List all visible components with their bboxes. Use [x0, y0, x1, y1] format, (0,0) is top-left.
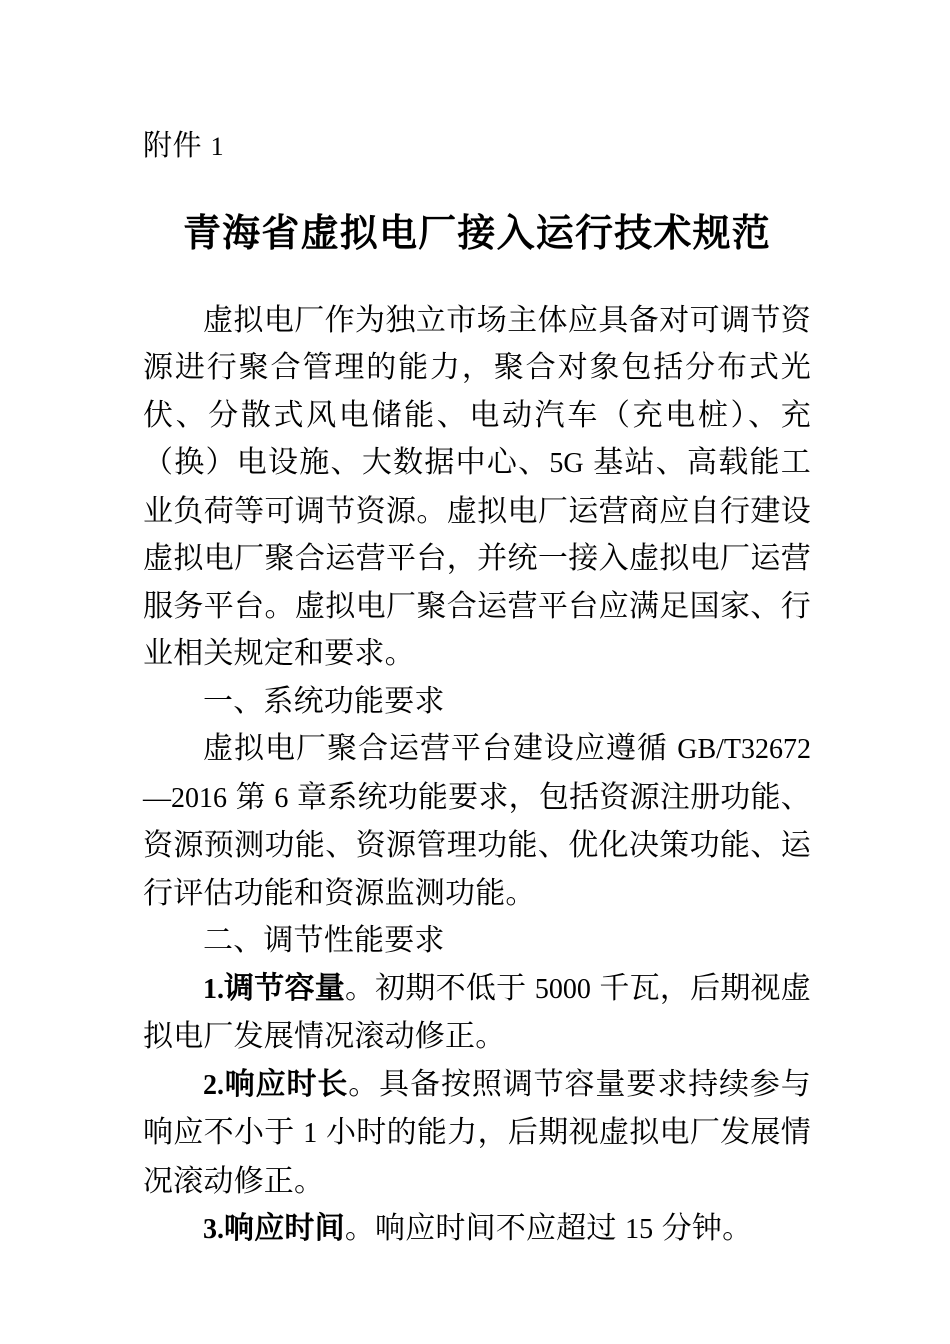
requirement-item-1 [143, 965, 811, 1061]
section-1-text-part3: 章系统功能要求，包括资源注册功能、资源预测功能、资源管理功能、优化决策功能、运行评估功能和资源监测功能。 [143, 780, 811, 910]
requirement-1-value: 5000 [534, 973, 591, 1005]
attachment-label-number: 1 [210, 132, 225, 161]
chapter-number: 6 [274, 782, 289, 814]
requirement-2-text-part1: 。具备按照调节容量要求持续参与响应不小于 [143, 1067, 811, 1149]
intro-text-part1: 虚拟电厂作为独立市场主体应具备对可调节资源进行聚合管理的能力，聚合对象包括分布式光伏、分散式风电储能、电动汽车（充电桩）、充（换）电设施、大数据中心、 [143, 303, 811, 479]
requirement-1-number: 1. [203, 973, 224, 1005]
requirement-2-text-part2: 小时的能力，后期视虚拟电厂发展情况滚动修正。 [143, 1116, 812, 1198]
attachment-label-text: 附件 [143, 130, 203, 162]
requirement-3-label: 响应时间 [224, 1212, 345, 1245]
document-content [143, 0, 811, 1254]
section-1-text-part1: 虚拟电厂聚合运营平台建设应遵循 [203, 732, 668, 765]
requirement-2-number: 2. [203, 1069, 224, 1101]
requirement-2-label: 响应时长 [224, 1067, 349, 1101]
requirement-3-text-part1: 。响应时间不应超过 [344, 1212, 617, 1245]
section-heading-1: 一、系统功能要求 [203, 684, 445, 718]
attachment-label [143, 0, 811, 161]
requirement-3-value: 15 [625, 1214, 654, 1245]
requirement-item-3 [143, 1205, 811, 1254]
requirement-2-value: 1 [303, 1118, 318, 1149]
standard-reference: GB/T32672—2016 [143, 734, 811, 814]
intro-text-part2: 基站、高载能工业负荷等可调节资源。虚拟电厂运营商应自行建设虚拟电厂聚合运营平台，并统一接入虚拟电厂运营服务平台。虚拟电厂聚合运营平台应满足国家、行业相关规定和要求。 [143, 446, 811, 670]
section-heading-2: 二、调节性能要求 [203, 924, 445, 957]
requirement-item-2 [143, 1061, 811, 1206]
intro-5g-token: 5G [549, 448, 584, 479]
requirement-1-text-part1: 。初期不低于 [344, 971, 527, 1005]
requirement-3-number: 3. [203, 1214, 224, 1245]
requirement-1-label: 调节容量 [224, 971, 345, 1005]
section-1-text-part2: 第 [235, 780, 266, 814]
page-title: 青海省虚拟电厂接入运行技术规范 [182, 213, 771, 255]
requirement-3-text-part2: 分钟。 [661, 1212, 753, 1245]
requirement-1-text-part2: 千瓦，后期视虚拟电厂发展情况滚动修正。 [143, 971, 811, 1053]
section-1-body [143, 725, 811, 917]
intro-paragraph [143, 259, 811, 678]
